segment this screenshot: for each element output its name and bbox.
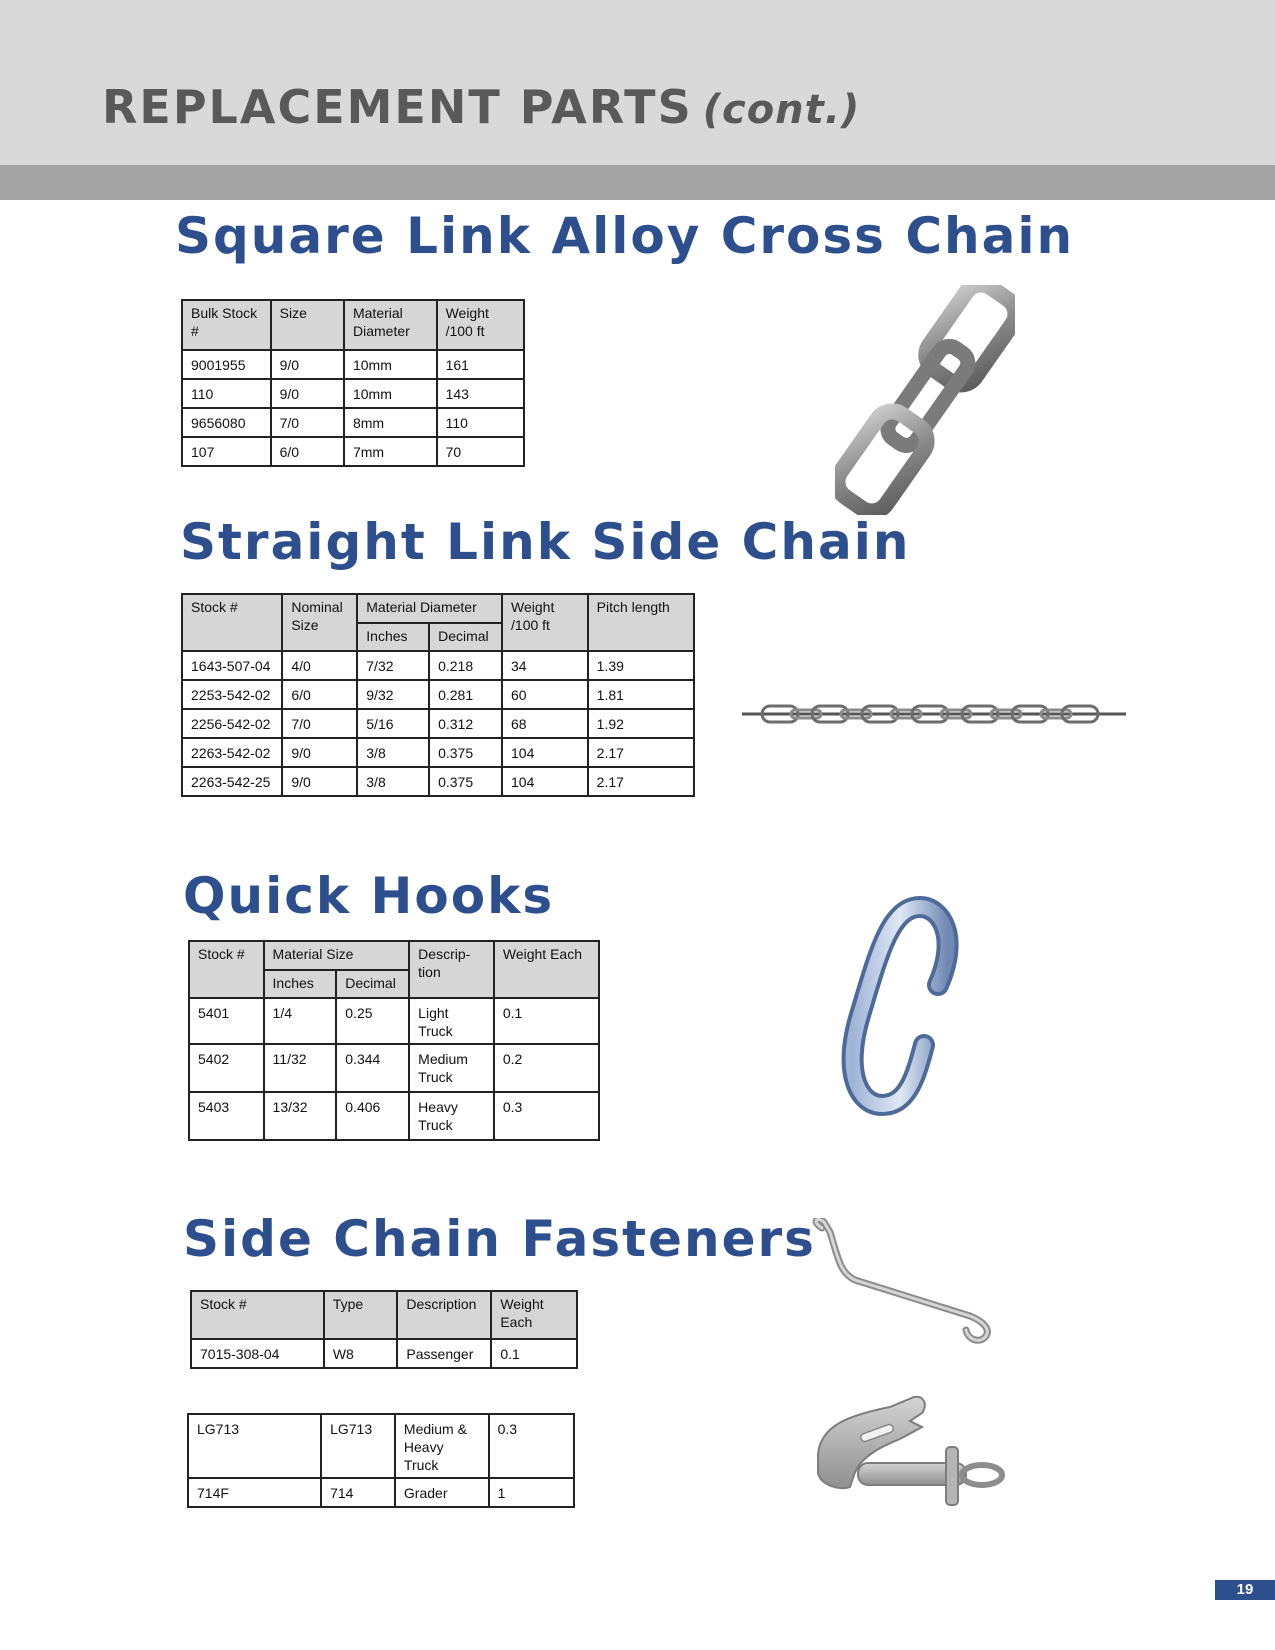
table-cell: 2.17 <box>588 738 694 767</box>
column-header: Material Diameter <box>344 300 437 350</box>
table-cell: 68 <box>502 709 588 738</box>
table-cell: 0.218 <box>429 651 502 680</box>
section-title-square-link: Square Link Alloy Cross Chain <box>175 207 1075 265</box>
column-header: Weight Each <box>494 941 599 998</box>
table-row <box>182 709 694 738</box>
column-header: Description <box>397 1291 491 1339</box>
column-header: Pitch length <box>588 594 694 651</box>
table-cell: 104 <box>502 738 588 767</box>
column-header: Material Size <box>264 941 410 970</box>
table-cell: 60 <box>502 680 588 709</box>
table-cell: Medium & Heavy Truck <box>395 1414 489 1478</box>
page-title-suffix: (cont.) <box>702 87 861 133</box>
table-cell: 7/0 <box>282 709 357 738</box>
table-header-row <box>182 300 524 350</box>
table-cell: W8 <box>324 1339 398 1368</box>
table-cell: 0.375 <box>429 738 502 767</box>
table-row <box>188 1478 574 1507</box>
table-cell: 7/0 <box>271 408 344 437</box>
table-cell: 9/32 <box>357 680 429 709</box>
page-number: 19 <box>1215 1580 1275 1600</box>
quick-hooks-table <box>188 940 600 1141</box>
column-header: Size <box>271 300 344 350</box>
table-cell: 104 <box>502 767 588 796</box>
table-row <box>182 379 524 408</box>
table-cell: 11/32 <box>264 1044 337 1092</box>
table-cell: 1643-507-04 <box>182 651 282 680</box>
table-row <box>182 437 524 466</box>
column-header: Nominal Size <box>282 594 357 651</box>
lg713-fastener-image <box>810 1395 1010 1515</box>
table-cell: 9001955 <box>182 350 271 379</box>
table-header-row <box>182 594 694 623</box>
table-cell: 3/8 <box>357 738 429 767</box>
table-cell: 1.39 <box>588 651 694 680</box>
square-link-table <box>181 299 525 467</box>
table-cell: 10mm <box>344 350 437 379</box>
table-cell: 6/0 <box>282 680 357 709</box>
table-cell: 5401 <box>189 998 264 1044</box>
table-cell: 6/0 <box>271 437 344 466</box>
column-header: Stock # <box>189 941 264 998</box>
table-cell: 714 <box>321 1478 395 1507</box>
table-row <box>182 738 694 767</box>
table-cell: 2263-542-25 <box>182 767 282 796</box>
column-header: Stock # <box>191 1291 324 1339</box>
table-row <box>191 1339 577 1368</box>
page-title <box>102 80 860 134</box>
table-cell: Heavy Truck <box>409 1092 494 1140</box>
table-cell: 9656080 <box>182 408 271 437</box>
column-header: Type <box>324 1291 398 1339</box>
table-cell: 7mm <box>344 437 437 466</box>
table-cell: LG713 <box>321 1414 395 1478</box>
table-cell: 0.25 <box>336 998 409 1044</box>
table-cell: 4/0 <box>282 651 357 680</box>
quick-hook-image <box>820 895 1000 1125</box>
table-row <box>188 1414 574 1478</box>
header-divider-bar <box>0 165 1275 200</box>
table-cell: 0.2 <box>494 1044 599 1092</box>
table-header-row <box>189 941 599 970</box>
table-cell: 2.17 <box>588 767 694 796</box>
table-cell: 9/0 <box>282 738 357 767</box>
table-header-row <box>191 1291 577 1339</box>
table-cell: 13/32 <box>264 1092 337 1140</box>
table-cell: 714F <box>188 1478 321 1507</box>
table-cell: 9/0 <box>271 350 344 379</box>
table-cell: 5403 <box>189 1092 264 1140</box>
column-header: Decimal <box>429 623 502 651</box>
table-cell: Grader <box>395 1478 489 1507</box>
column-header: Bulk Stock # <box>182 300 271 350</box>
table-cell: 8mm <box>344 408 437 437</box>
table-cell: 7015-308-04 <box>191 1339 324 1368</box>
table-cell: 0.344 <box>336 1044 409 1092</box>
table-cell: 0.1 <box>491 1339 577 1368</box>
table-row <box>182 408 524 437</box>
table-cell: 107 <box>182 437 271 466</box>
table-cell: 70 <box>437 437 524 466</box>
table-cell: 0.3 <box>489 1414 574 1478</box>
table-cell: LG713 <box>188 1414 321 1478</box>
fasteners-table-2 <box>187 1413 575 1508</box>
table-cell: 34 <box>502 651 588 680</box>
table-cell: Light Truck <box>409 998 494 1044</box>
table-row <box>189 998 599 1044</box>
table-cell: 3/8 <box>357 767 429 796</box>
column-header: Weight /100 ft <box>502 594 588 651</box>
table-cell: 2263-542-02 <box>182 738 282 767</box>
table-cell: 143 <box>437 379 524 408</box>
table-cell: 10mm <box>344 379 437 408</box>
table-cell: Passenger <box>397 1339 491 1368</box>
section-title-straight-link: Straight Link Side Chain <box>180 513 911 571</box>
section-title-fasteners: Side Chain Fasteners <box>183 1210 816 1268</box>
column-header: Stock # <box>182 594 282 651</box>
table-cell: 2256-542-02 <box>182 709 282 738</box>
column-header: Inches <box>357 623 429 651</box>
table-row <box>182 767 694 796</box>
column-header: Decimal <box>336 970 409 998</box>
table-cell: 1/4 <box>264 998 337 1044</box>
table-cell: 5/16 <box>357 709 429 738</box>
table-cell: 161 <box>437 350 524 379</box>
table-row <box>189 1044 599 1092</box>
table-cell: 110 <box>437 408 524 437</box>
table-cell: 9/0 <box>271 379 344 408</box>
w8-fastener-image <box>810 1218 1010 1353</box>
table-row <box>182 680 694 709</box>
column-header: Inches <box>264 970 337 998</box>
table-cell: 0.1 <box>494 998 599 1044</box>
section-title-quick-hooks: Quick Hooks <box>183 867 555 925</box>
table-cell: Medium Truck <box>409 1044 494 1092</box>
column-header: Descrip- tion <box>409 941 494 998</box>
square-link-chain-image <box>835 285 1015 515</box>
table-cell: 0.406 <box>336 1092 409 1140</box>
column-header: Weight Each <box>491 1291 577 1339</box>
table-cell: 1 <box>489 1478 574 1507</box>
table-cell: 5402 <box>189 1044 264 1092</box>
column-header: Material Diameter <box>357 594 502 623</box>
table-cell: 0.3 <box>494 1092 599 1140</box>
table-cell: 0.281 <box>429 680 502 709</box>
page-title-text: REPLACEMENT PARTS <box>102 80 693 134</box>
column-header: Weight /100 ft <box>437 300 524 350</box>
table-row <box>182 350 524 379</box>
straight-link-table <box>181 593 695 797</box>
table-row <box>182 651 694 680</box>
table-row <box>189 1092 599 1140</box>
table-cell: 7/32 <box>357 651 429 680</box>
straight-link-chain-image <box>740 696 1130 732</box>
table-cell: 0.375 <box>429 767 502 796</box>
table-cell: 2253-542-02 <box>182 680 282 709</box>
table-cell: 9/0 <box>282 767 357 796</box>
table-cell: 110 <box>182 379 271 408</box>
table-cell: 0.312 <box>429 709 502 738</box>
fasteners-table <box>190 1290 578 1369</box>
table-cell: 1.81 <box>588 680 694 709</box>
table-cell: 1.92 <box>588 709 694 738</box>
